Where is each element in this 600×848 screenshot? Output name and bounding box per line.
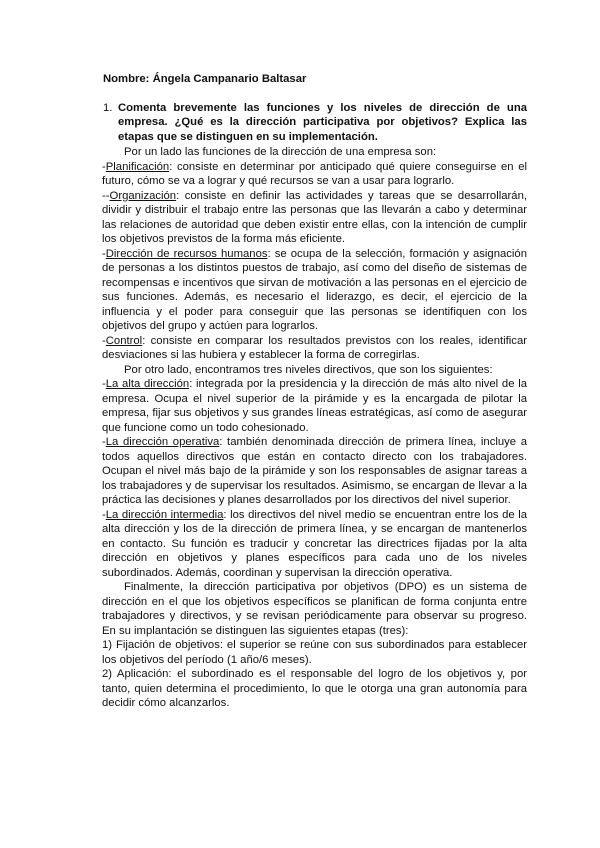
function-control: -Control: consiste en comparar los resultados previstos con los reales, identificar desviaciones si las hubiera y establecer la forma de corregirlas. [102, 334, 527, 361]
level-term: La dirección intermedia [105, 508, 224, 521]
intro-levels: Por otro lado, encontramos tres niveles directivos, que son los siguientes: [124, 363, 493, 376]
function-term: Control [105, 334, 143, 347]
document-page [103, 72, 527, 711]
question-number: 1. [103, 101, 113, 114]
function-term: Planificación [105, 160, 170, 173]
stage-1: 1) Fijación de objetivos: el superior se reúne con sus subordinados para establecer los objetivos del período (1 año/6 meses). [102, 639, 527, 666]
level-intermedia: -La dirección intermedia: los directivos del nivel medio se encuentran entre los de la alta dirección y los de la dirección de primera línea, y se encargan de mantenerlos en contacto. Su función es traducir y concretar las directrices fijadas por la alta dirección en objetivos y planes específicos para cada uno de los niveles subordinados. Además, coordinan y supervisan la dirección operativa. [102, 508, 527, 579]
function-planificacion: -Planificación: consiste en determinar por anticipado qué quiere conseguirse en el futuro, cómo se va a lograr y qué recursos se van a usar para lograrlo. [102, 160, 527, 187]
student-name: Nombre: Ángela Campanario Baltasar [103, 73, 307, 85]
function-term: Dirección de recursos humanos [105, 247, 268, 260]
function-rrhh: -Dirección de recursos humanos: se ocupa de la selección, formación y asignación de personas a los distintos puestos de trabajo, así como del diseño de sistemas de recompensas e incentivos que sirvan de motivación a las personas en el ejercicio de sus funciones. Además, es necesario el liderazgo, es decir, el ejercicio de la influencia y el poder para conseguir que las personas se identifiquen con los objetivos del grupo y actúen para lograrlos. [102, 247, 527, 332]
stage-2: 2) Aplicación: el subordinado es el responsable del logro de los objetivos y, por tanto, quien determina el procedimiento, lo que le otorga una gran autonomía para decidir cómo alcanzarlos. [102, 668, 527, 709]
level-alta: -La alta dirección: integrada por la presidencia y la dirección de más alto nivel de la empresa. Ocupa el nivel superior de la pirámide y es la encargada de pilotar la empresa, fijar sus objetivos y sus grandes líneas estratégicas, así como de asegurar que funcione como un todo cohesionado. [102, 378, 527, 434]
function-term: Organización [109, 189, 177, 202]
level-term: La alta dirección [105, 378, 190, 390]
level-operativa: -La dirección operativa: también denominada dirección de primera línea, incluye a todos aquellos directivos que están en contacto directo con los trabajadores. Ocupan el nivel más bajo de la pirámide y son los responsables de asignar tareas a los trabajadores y de supervisar los resultados. Asimismo, se encargan de llevar a la práctica las decisiones y planes desarrollados por los directivos del nivel superior. [102, 436, 527, 506]
answer-body [102, 145, 527, 711]
dpo-paragraph: Finalmente, la dirección participativa por objetivos (DPO) es un sistema de dirección en el que los objetivos específicos se planifican de forma conjunta entre trabajadores y directivos, y se revisan periódicamente para observar su progreso. En su implantación se distinguen las siguientes etapas (tres): [102, 581, 527, 637]
question-text: Comenta brevemente las funciones y los niveles de dirección de una empresa. ¿Qué es la dirección participativa por objetivos? Explica las etapas que se distinguen en su implementación. [118, 101, 527, 143]
function-organizacion: --Organización: consiste en definir las actividades y tareas que se desarrollarán, dividir y distribuir el trabajo entre las personas que las llevarán a cabo y determinar las relaciones de autoridad que deben existir entre ellas, con la intención de cumplir los objetivos previstos de la forma más eficiente. [102, 189, 527, 245]
intro-functions: Por un lado las funciones de la dirección de una empresa son: [124, 146, 437, 158]
level-term: La dirección operativa [105, 436, 220, 448]
question-1 [103, 101, 527, 145]
